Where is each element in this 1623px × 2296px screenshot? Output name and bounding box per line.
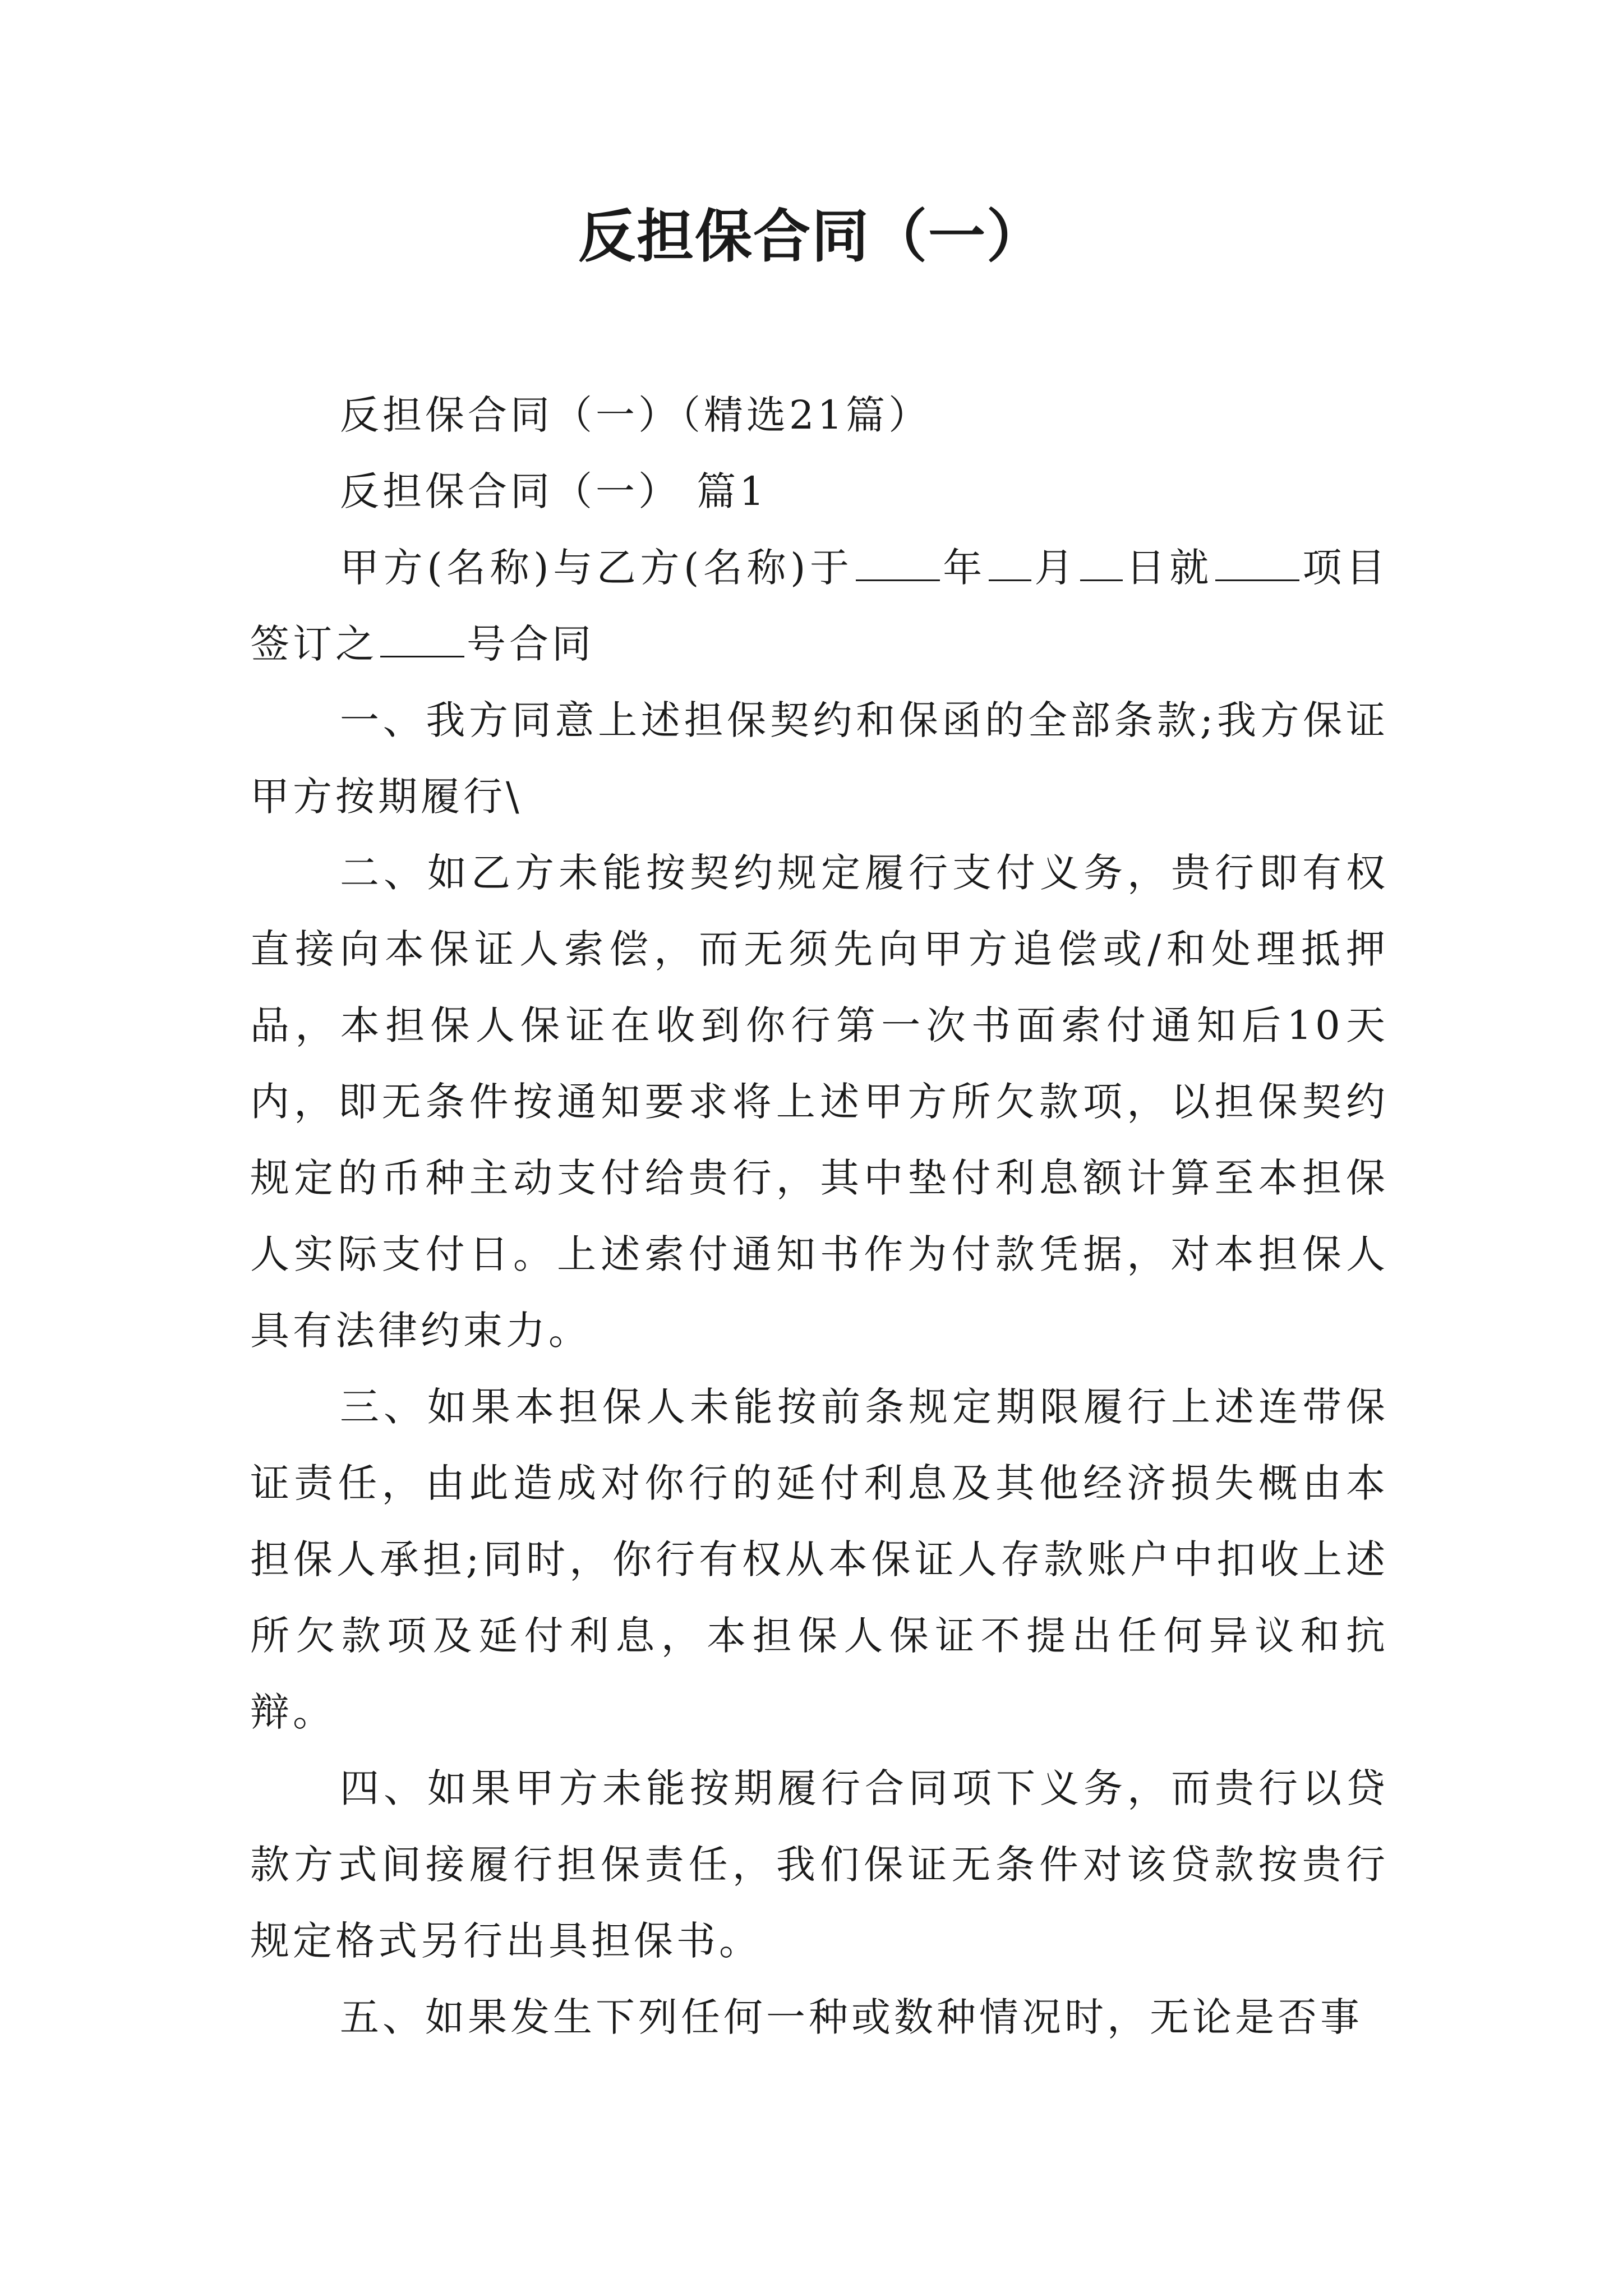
day-blank (1080, 546, 1123, 581)
clause-2: 二、如乙方未能按契约规定履行支付义务，贵行即有权直接向本保证人索偿，而无须先向甲方追偿或/和处理抵押品，本担保人保证在收到你行第一次书面索付通知后10天内，即无条件按通知要求将上述甲方所欠款项，以担保契约规定的币种主动支付给贵行，其中垫付利息额计算至本担保人实际支付日。上述索付通知书作为付款凭据，对本担保人具有法律约束力。 (250, 850, 1389, 1354)
clause-3: 三、如果本担保人未能按前条规定期限履行上述连带保证责任，由此造成对你行的延付利息及其他经济损失概由本担保人承担;同时，你行有权从本保证人存款账户中扣收上述所欠款项及延付利息，本担保人保证不提出任何异议和抗辩。 (250, 1384, 1389, 1735)
month-blank (989, 546, 1031, 581)
clause-5: 五、如果发生下列任何一种或数种情况时，无论是否事 (340, 1994, 1363, 2040)
project-blank (1215, 546, 1299, 581)
month-label: 月 (1033, 545, 1078, 591)
contract-label: 号合同 (467, 621, 594, 667)
intro-part1: 甲方(名称)与乙方(名称)于 (340, 545, 854, 591)
clause-4: 四、如果甲方未能按期履行合同项下义务，而贵行以贷款方式间接履行担保责任，我们保证无条件对该贷款按贵行规定格式另行出具担保书。 (250, 1765, 1389, 1964)
year-blank (856, 546, 940, 581)
contract-number-blank (380, 622, 464, 657)
document-title: 反担保合同（一） (578, 203, 1045, 270)
subtitle: 反担保合同（一）（精选21篇） (340, 392, 932, 438)
section-heading: 反担保合同（一） 篇1 (340, 468, 768, 514)
clause-1: 一、我方同意上述担保契约和保函的全部条款;我方保证甲方按期履行\ (250, 697, 1389, 820)
project-label: 项目签订之 (250, 545, 1389, 667)
day-label: 日就 (1125, 545, 1213, 591)
document-body (250, 377, 1389, 2055)
intro-paragraph (250, 530, 1389, 682)
year-label: 年 (942, 545, 986, 591)
